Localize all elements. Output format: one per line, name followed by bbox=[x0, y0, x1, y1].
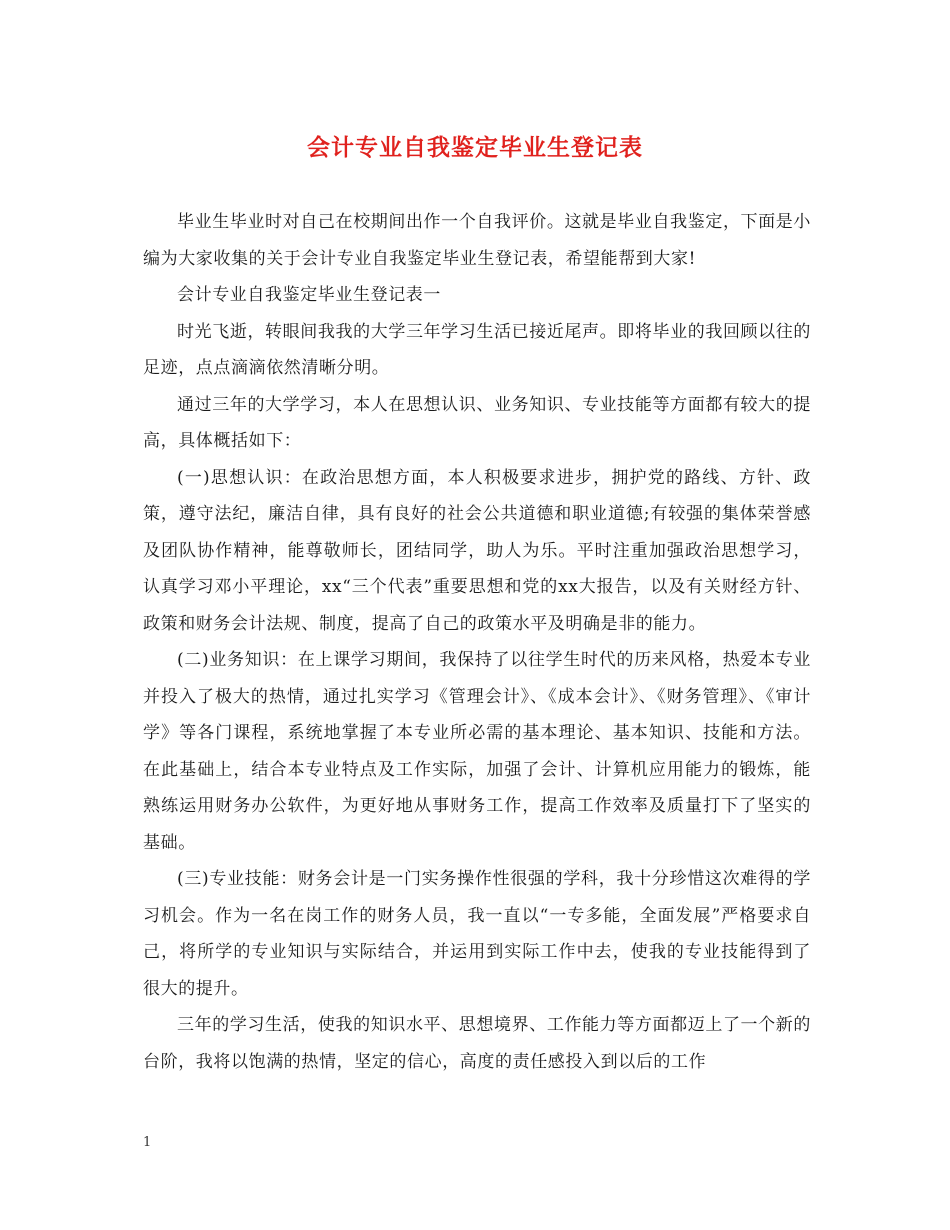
page-number: 1 bbox=[143, 1135, 152, 1150]
body-paragraph: 通过三年的大学学习，本人在思想认识、业务知识、专业技能等方面都有较大的提高，具体概括如下： bbox=[143, 394, 811, 451]
body-paragraph: (二)业务知识：在上课学习期间，我保持了以往学生时代的历来风格，热爱本专业并投入了极大的热情，通过扎实学习《管理会计》、《成本会计》、《财务管理》、《审计学》等各门课程，系统地掌握了本专业所必需的基本理论、基本知识、技能和方法。在此基础上，结合本专业特点及工作实际，加强了会计、计算机应用能力的锻炼，能熟练运用财务办公软件，为更好地从事财务工作，提高工作效率及质量打下了坚实的基础。 bbox=[143, 650, 811, 853]
intro-paragraph: 毕业生毕业时对自己在校期间出作一个自我评价。这就是毕业自我鉴定，下面是小编为大家收集的关于会计专业自我鉴定毕业生登记表，希望能帮到大家! bbox=[143, 212, 811, 269]
body-paragraph: 时光飞逝，转眼间我我的大学三年学习生活已接近尾声。即将毕业的我回顾以往的足迹，点点滴滴依然清晰分明。 bbox=[143, 321, 811, 378]
body-paragraph: (三)专业技能：财务会计是一门实务操作性很强的学科，我十分珍惜这次难得的学习机会。作为一名在岗工作的财务人员，我一直以“一专多能，全面发展”严格要求自己，将所学的专业知识与实际结合，并运用到实际工作中去，使我的专业技能得到了很大的提升。 bbox=[143, 869, 811, 999]
section-heading: 会计专业自我鉴定毕业生登记表一 bbox=[177, 285, 441, 305]
body-paragraph: 三年的学习生活，使我的知识水平、思想境界、工作能力等方面都迈上了一个新的台阶，我将以饱满的热情，坚定的信心，高度的责任感投入到以后的工作 bbox=[143, 1015, 811, 1072]
document-body bbox=[143, 204, 811, 1080]
body-paragraph: (一)思想认识：在政治思想方面，本人积极要求进步，拥护党的路线、方针、政策，遵守法纪，廉洁自律，具有良好的社会公共道德和职业道德;有较强的集体荣誉感及团队协作精神，能尊敬师长，团结同学，助人为乐。平时注重加强政治思想学习，认真学习邓小平理论，xx“三个代表”重要思想和党的xx大报告，以及有关财经方针、政策和财务会计法规、制度，提高了自己的政策水平及明确是非的能力。 bbox=[143, 467, 811, 634]
document-title: 会计专业自我鉴定毕业生登记表 bbox=[307, 134, 643, 161]
